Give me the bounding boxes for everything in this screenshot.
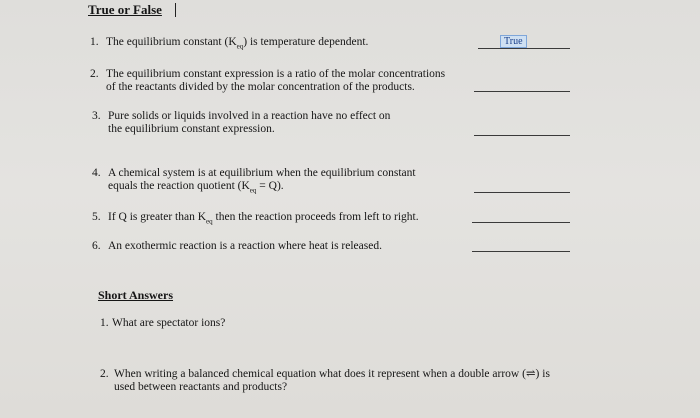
question-text-part: then the reaction proceeds from left to right. xyxy=(212,211,419,223)
question-text: An exothermic reaction is a reaction where heat is released. xyxy=(108,240,382,252)
tf-answer-1[interactable]: True xyxy=(500,35,527,48)
question-number: 1. xyxy=(100,317,109,329)
question-number: 6. xyxy=(92,240,101,252)
answer-line-2[interactable] xyxy=(474,91,570,92)
question-text xyxy=(106,68,445,94)
question-number: 5. xyxy=(92,211,101,223)
answer-line-6[interactable] xyxy=(472,251,570,252)
sa-question-1 xyxy=(100,317,225,330)
question-text xyxy=(108,211,419,228)
answer-line-5[interactable] xyxy=(472,222,570,223)
subscript: eq xyxy=(249,186,257,195)
question-text xyxy=(106,36,368,53)
question-text xyxy=(108,167,416,197)
question-text xyxy=(114,368,550,394)
question-number: 3. xyxy=(92,110,101,122)
tf-question-2 xyxy=(90,68,445,94)
tf-question-3 xyxy=(92,110,390,136)
subscript: eq xyxy=(236,42,244,51)
question-number: 1. xyxy=(90,36,99,48)
question-text-part: = Q). xyxy=(256,180,284,192)
question-text-line: The equilibrium constant expression is a ratio of the molar concentrations xyxy=(106,68,446,80)
question-text-line: Pure solids or liquids involved in a reaction have no effect on xyxy=(108,110,391,122)
question-number: 2. xyxy=(90,68,99,80)
short-answers-heading: Short Answers xyxy=(98,288,174,302)
tf-question-1 xyxy=(90,36,368,53)
answer-line-4[interactable] xyxy=(474,192,570,193)
question-text-line: of the reactants divided by the molar concentration of the products. xyxy=(106,81,415,93)
tf-question-4 xyxy=(92,167,416,197)
question-text-part: ) is temperature dependent. xyxy=(243,36,369,48)
answer-line-1[interactable] xyxy=(478,48,570,49)
sa-question-2 xyxy=(100,368,550,394)
question-text-part: If Q is greater than K xyxy=(108,211,207,223)
question-text: What are spectator ions? xyxy=(112,317,226,329)
true-false-heading: True or False xyxy=(88,2,162,17)
question-text-part: The equilibrium constant (K xyxy=(106,36,237,48)
question-number: 2. xyxy=(100,368,109,380)
heading-divider xyxy=(175,3,176,17)
question-number: 4. xyxy=(92,167,101,179)
question-text xyxy=(108,110,390,136)
answer-line-3[interactable] xyxy=(474,135,570,136)
subscript: eq xyxy=(206,217,213,226)
question-text-line: the equilibrium constant expression. xyxy=(108,123,275,135)
tf-question-6 xyxy=(92,240,382,253)
question-text-line: A chemical system is at equilibrium when the equilibrium constant xyxy=(108,167,416,179)
question-text-line: When writing a balanced chemical equation what does it represent when a double arrow (⇌) is xyxy=(114,368,550,380)
question-text-line: used between reactants and products? xyxy=(114,381,288,393)
tf-question-5 xyxy=(92,211,419,228)
question-text-part: equals the reaction quotient (K xyxy=(108,180,250,192)
